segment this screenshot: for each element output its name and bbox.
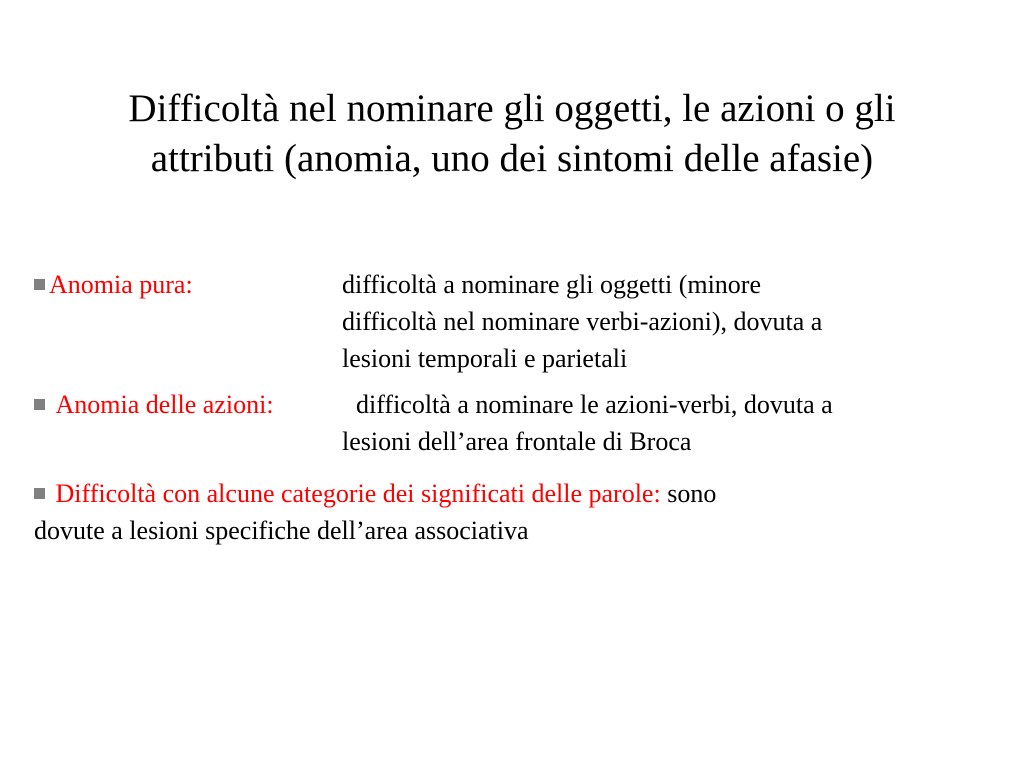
- slide-body: [34, 266, 994, 549]
- item-description-line: difficoltà a nominare gli oggetti (minore: [342, 270, 762, 299]
- item-description-inline: sono: [667, 479, 717, 508]
- item-description: [342, 266, 994, 377]
- slide-title-line-1: Difficoltà nel nominare gli oggetti, le azioni o gli: [128, 87, 896, 130]
- item-description-line: difficoltà nel nominare verbi-azioni), dovuta a: [342, 307, 823, 336]
- slide-title: [40, 84, 984, 184]
- item-description-line: dovute a lesioni specifiche dell’area associativa: [34, 516, 529, 545]
- slide-title-line-2: attributi (anomia, uno dei sintomi delle afasie): [150, 137, 874, 180]
- item-description-line: lesioni temporali e parietali: [342, 344, 628, 373]
- list-item-anomia-azioni: [34, 386, 994, 460]
- list-item-anomia-pura: [34, 266, 994, 377]
- square-bullet-icon: [34, 488, 45, 499]
- item-label: Anomia delle azioni:: [55, 390, 274, 419]
- square-bullet-icon: [34, 279, 45, 290]
- item-description-line: lesioni dell’area frontale di Broca: [342, 427, 692, 456]
- item-description-line: difficoltà a nominare le azioni-verbi, dovuta a: [356, 390, 833, 419]
- square-bullet-icon: [34, 399, 45, 410]
- list-item-categorie-significati: [34, 475, 994, 549]
- item-label: Difficoltà con alcune categorie dei significati delle parole:: [55, 479, 661, 508]
- item-label: Anomia pura:: [49, 270, 193, 299]
